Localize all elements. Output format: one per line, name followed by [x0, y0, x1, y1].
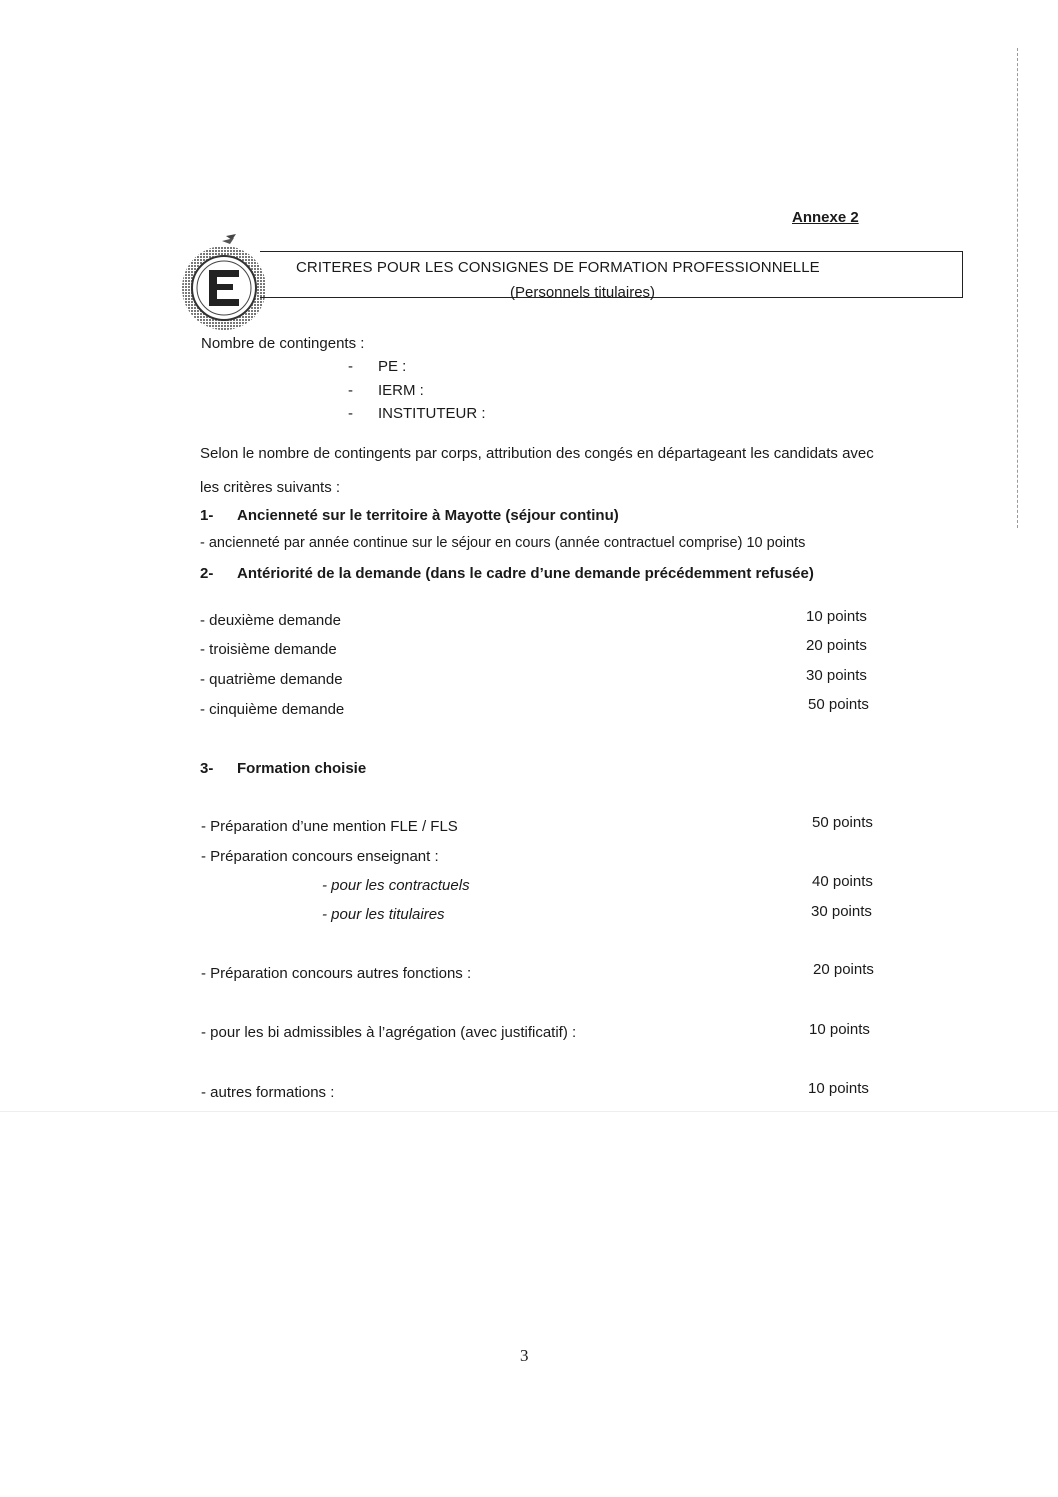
- demande-row-points: 50 points: [808, 696, 869, 713]
- formation-autres-fonctions-points: 20 points: [813, 961, 874, 978]
- formation-autres-label: - autres formations :: [201, 1084, 335, 1101]
- demande-row-points: 30 points: [806, 667, 867, 684]
- scan-edge-mark: [1017, 48, 1018, 528]
- formation-contractuels-label: - pour les contractuels: [322, 877, 470, 894]
- scan-fold-line: [0, 1111, 1058, 1112]
- document-subtitle: (Personnels titulaires): [510, 284, 656, 301]
- formation-bi-admissibles-label: - pour les bi admissibles à l’agrégation (avec justificatif) :: [201, 1024, 577, 1041]
- section-3-number: 3-: [200, 760, 214, 777]
- page-number: 3: [520, 1346, 529, 1365]
- annexe-label: Annexe 2: [792, 209, 859, 226]
- section-1-text: - ancienneté par année continue sur le séjour en cours (année contractuel comprise) 10 points: [200, 535, 806, 551]
- list-dash: -: [348, 405, 353, 422]
- demande-row-points: 20 points: [806, 637, 867, 654]
- contingent-item-instituteur: [348, 405, 486, 422]
- demande-row-label: - deuxième demande: [200, 612, 341, 629]
- section-1-number: 1-: [200, 507, 214, 524]
- section-2-number: 2-: [200, 565, 214, 582]
- list-dash: -: [348, 358, 353, 375]
- document-title: CRITERES POUR LES CONSIGNES DE FORMATION PROFESSIONNELLE: [296, 259, 820, 276]
- demande-row-label: - troisième demande: [200, 641, 337, 658]
- intro-line-1: Selon le nombre de contingents par corps, attribution des congés en départageant les candidats avec: [200, 445, 874, 462]
- formation-bi-admissibles-points: 10 points: [809, 1021, 870, 1038]
- formation-fle-label: - Préparation d’une mention FLE / FLS: [201, 818, 458, 835]
- intro-line-2: les critères suivants :: [200, 479, 341, 496]
- contingent-item-pe: [348, 358, 406, 375]
- section-1-title: Ancienneté sur le territoire à Mayotte (séjour continu): [237, 507, 619, 524]
- section-2-title: Antériorité de la demande (dans le cadre d’une demande précédemment refusée): [237, 565, 814, 582]
- formation-fle-points: 50 points: [812, 814, 873, 831]
- list-dash: -: [348, 382, 353, 399]
- contingent-item-ierm: [348, 382, 424, 399]
- contingent-label: IERM :: [378, 382, 424, 399]
- contingents-label: Nombre de contingents :: [201, 335, 365, 352]
- demande-row-points: 10 points: [806, 608, 867, 625]
- formation-autres-fonctions-label: - Préparation concours autres fonctions :: [201, 965, 472, 982]
- education-nationale-seal-icon: [176, 232, 272, 338]
- section-3-title: Formation choisie: [237, 760, 367, 777]
- demande-row-label: - cinquième demande: [200, 701, 345, 718]
- contingent-label: INSTITUTEUR :: [378, 405, 486, 422]
- formation-titulaires-points: 30 points: [811, 903, 872, 920]
- formation-autres-points: 10 points: [808, 1080, 869, 1097]
- contingent-label: PE :: [378, 358, 407, 375]
- demande-row-label: - quatrième demande: [200, 671, 343, 688]
- formation-titulaires-label: - pour les titulaires: [322, 906, 445, 923]
- formation-contractuels-points: 40 points: [812, 873, 873, 890]
- title-box: [260, 251, 963, 301]
- formation-concours-label: - Préparation concours enseignant :: [201, 848, 439, 865]
